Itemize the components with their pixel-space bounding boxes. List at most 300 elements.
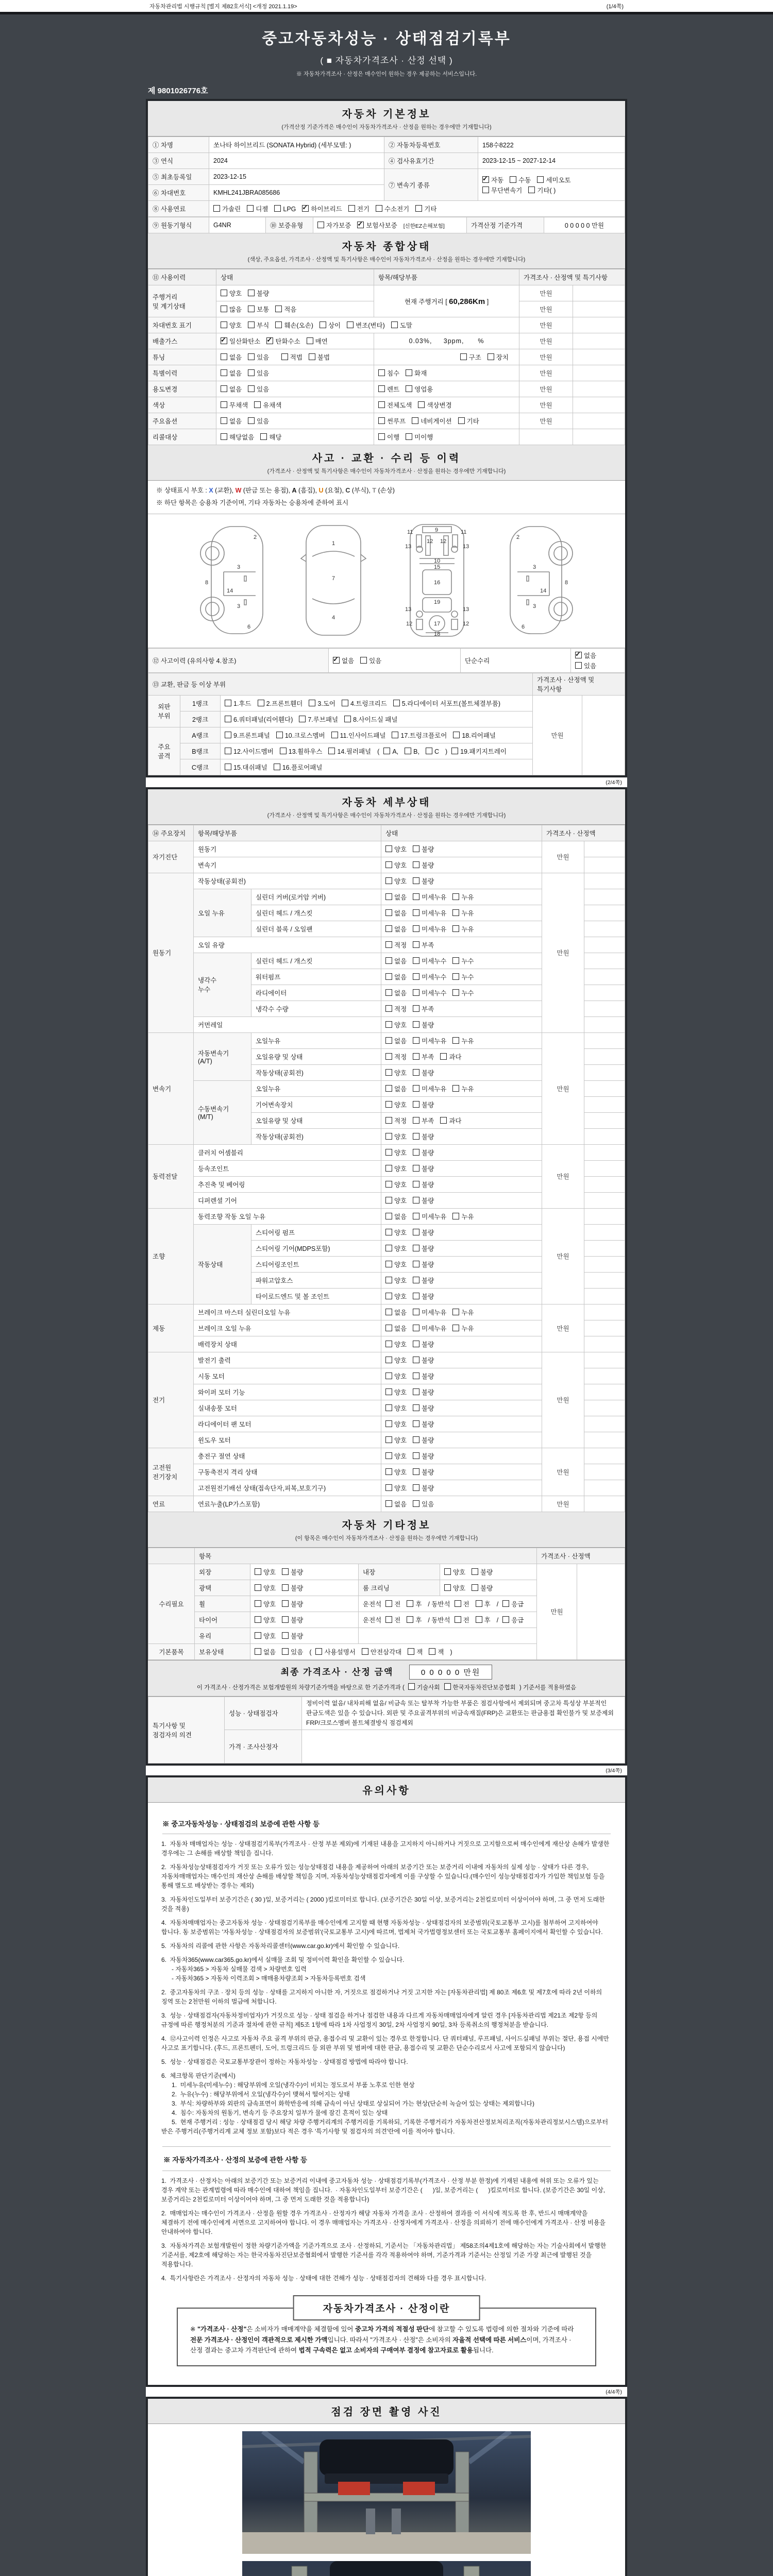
checkbox-icon[interactable] (378, 385, 385, 392)
checkbox-icon[interactable] (320, 321, 326, 328)
checkbox-icon[interactable] (385, 1085, 392, 1092)
checkbox-option[interactable] (225, 715, 293, 724)
checkbox-option[interactable] (413, 1148, 434, 1157)
checkbox-option[interactable] (255, 1647, 276, 1656)
checkbox-icon[interactable] (221, 433, 227, 440)
checkbox-icon[interactable] (213, 205, 220, 212)
checkbox-icon[interactable] (385, 941, 392, 948)
checkbox-icon[interactable] (413, 1021, 419, 1028)
checkbox-icon[interactable] (385, 957, 392, 964)
checkbox-option[interactable] (378, 416, 406, 426)
checkbox-option[interactable] (488, 352, 509, 362)
checkbox-icon[interactable] (360, 657, 367, 664)
checkbox-icon[interactable] (413, 989, 419, 996)
checkbox-icon[interactable] (413, 1372, 419, 1379)
checkbox-option[interactable] (412, 416, 451, 426)
checkbox-option[interactable] (413, 876, 434, 886)
checkbox-icon[interactable] (385, 1357, 392, 1363)
checkbox-option[interactable] (575, 651, 596, 660)
checkbox-option[interactable] (482, 175, 503, 184)
checkbox-icon[interactable] (378, 401, 385, 408)
checkbox-icon[interactable] (458, 417, 465, 424)
checkbox-option[interactable] (328, 747, 371, 756)
checkbox-icon[interactable] (385, 1468, 392, 1475)
checkbox-option[interactable] (255, 1631, 276, 1640)
checkbox-option[interactable] (385, 1599, 400, 1608)
checkbox-icon[interactable] (385, 1341, 392, 1347)
checkbox-icon[interactable] (255, 1600, 261, 1607)
checkbox-option[interactable] (385, 1132, 407, 1141)
checkbox-option[interactable] (413, 1132, 434, 1141)
checkbox-option[interactable] (413, 1228, 434, 1237)
checkbox-icon[interactable] (413, 1213, 419, 1219)
checkbox-option[interactable] (248, 368, 269, 378)
checkbox-option[interactable] (405, 748, 419, 755)
checkbox-option[interactable] (376, 204, 409, 213)
checkbox-option[interactable] (413, 1371, 434, 1381)
checkbox-option[interactable] (385, 1308, 407, 1317)
checkbox-option[interactable] (225, 699, 251, 708)
checkbox-icon[interactable] (225, 700, 231, 706)
checkbox-icon[interactable] (413, 1149, 419, 1156)
checkbox-icon[interactable] (254, 401, 261, 408)
checkbox-option[interactable] (248, 352, 269, 362)
checkbox-icon[interactable] (225, 716, 231, 722)
checkbox-option[interactable] (413, 1451, 434, 1461)
checkbox-icon[interactable] (255, 1616, 261, 1623)
checkbox-option[interactable] (413, 1036, 446, 1045)
checkbox-icon[interactable] (342, 700, 348, 706)
checkbox-option[interactable] (413, 892, 446, 902)
checkbox-option[interactable] (385, 1260, 407, 1269)
checkbox-option[interactable] (452, 1036, 474, 1045)
checkbox-icon[interactable] (413, 1357, 419, 1363)
checkbox-option[interactable] (360, 656, 381, 665)
checkbox-icon[interactable] (452, 1085, 459, 1092)
checkbox-icon[interactable] (385, 861, 392, 868)
checkbox-option[interactable] (385, 1164, 407, 1173)
checkbox-icon[interactable] (385, 893, 392, 900)
checkbox-icon[interactable] (385, 1245, 392, 1251)
checkbox-option[interactable] (225, 762, 267, 772)
checkbox-icon[interactable] (413, 845, 419, 852)
checkbox-icon[interactable] (276, 732, 283, 738)
checkbox-icon[interactable] (385, 845, 392, 852)
checkbox-icon[interactable] (221, 369, 227, 376)
checkbox-option[interactable] (260, 432, 281, 442)
checkbox-icon[interactable] (412, 417, 418, 424)
checkbox-icon[interactable] (385, 1420, 392, 1427)
checkbox-icon[interactable] (413, 1117, 419, 1124)
checkbox-option[interactable] (476, 1599, 491, 1608)
checkbox-option[interactable] (385, 1148, 407, 1157)
checkbox-option[interactable] (413, 1483, 434, 1493)
checkbox-option[interactable] (385, 908, 407, 918)
checkbox-icon[interactable] (280, 748, 287, 754)
checkbox-option[interactable] (413, 1276, 434, 1285)
checkbox-option[interactable] (385, 1324, 407, 1333)
checkbox-icon[interactable] (221, 353, 227, 360)
checkbox-option[interactable] (317, 221, 351, 230)
checkbox-option[interactable] (247, 204, 268, 213)
checkbox-icon[interactable] (248, 353, 255, 360)
checkbox-option[interactable] (406, 384, 433, 394)
checkbox-option[interactable] (378, 400, 412, 410)
checkbox-option[interactable] (385, 924, 407, 934)
checkbox-option[interactable] (413, 908, 446, 918)
checkbox-icon[interactable] (385, 909, 392, 916)
checked-checkbox-icon[interactable] (575, 652, 582, 658)
checkbox-option[interactable] (460, 352, 481, 362)
checkbox-option[interactable] (413, 1260, 434, 1269)
checkbox-option[interactable] (455, 1599, 469, 1608)
checkbox-option[interactable] (275, 320, 313, 330)
checkbox-option[interactable] (413, 924, 446, 934)
checkbox-option[interactable] (385, 1180, 407, 1189)
checkbox-icon[interactable] (282, 1568, 289, 1575)
checkbox-option[interactable] (458, 416, 479, 426)
checkbox-icon[interactable] (248, 417, 255, 424)
checked-checkbox-icon[interactable] (221, 337, 227, 344)
checkbox-icon[interactable] (385, 1069, 392, 1076)
checkbox-option[interactable] (408, 1683, 440, 1691)
checkbox-icon[interactable] (385, 925, 392, 932)
checkbox-icon[interactable] (281, 353, 288, 360)
checkbox-icon[interactable] (344, 716, 351, 722)
checkbox-option[interactable] (444, 1583, 465, 1592)
checkbox-icon[interactable] (282, 1632, 289, 1639)
checkbox-option[interactable] (385, 1451, 407, 1461)
checkbox-icon[interactable] (482, 187, 489, 193)
checkbox-icon[interactable] (413, 1133, 419, 1140)
checkbox-icon[interactable] (413, 1325, 419, 1331)
checkbox-icon[interactable] (385, 1293, 392, 1299)
checkbox-icon[interactable] (452, 989, 459, 996)
checkbox-icon[interactable] (376, 205, 382, 212)
checkbox-option[interactable] (333, 656, 354, 665)
checkbox-option[interactable] (413, 1499, 434, 1509)
checkbox-option[interactable] (385, 1052, 407, 1061)
checkbox-icon[interactable] (440, 1053, 447, 1060)
checkbox-option[interactable] (385, 1084, 407, 1093)
checkbox-option[interactable] (221, 289, 242, 298)
checkbox-icon[interactable] (444, 1584, 451, 1591)
checkbox-icon[interactable] (385, 1452, 392, 1459)
checkbox-option[interactable] (413, 1180, 434, 1189)
checkbox-option[interactable] (254, 400, 281, 410)
checkbox-icon[interactable] (413, 973, 419, 980)
checkbox-option[interactable] (282, 1647, 303, 1656)
checkbox-option[interactable] (408, 1647, 423, 1656)
checkbox-icon[interactable] (413, 1309, 419, 1315)
checkbox-option[interactable] (385, 1100, 407, 1109)
checkbox-icon[interactable] (282, 1648, 289, 1655)
checkbox-icon[interactable] (413, 1069, 419, 1076)
checkbox-option[interactable] (385, 1483, 407, 1493)
checkbox-option[interactable] (413, 1052, 434, 1061)
checkbox-icon[interactable] (317, 222, 324, 228)
checkbox-icon[interactable] (331, 732, 338, 738)
checkbox-option[interactable] (413, 1164, 434, 1173)
checkbox-icon[interactable] (385, 877, 392, 884)
checkbox-icon[interactable] (328, 748, 335, 754)
checkbox-option[interactable] (413, 1435, 434, 1445)
checkbox-icon[interactable] (385, 1213, 392, 1219)
checkbox-icon[interactable] (405, 748, 411, 754)
checkbox-option[interactable] (280, 747, 323, 756)
checkbox-icon[interactable] (385, 1005, 392, 1012)
checkbox-option[interactable] (385, 1387, 407, 1397)
checkbox-icon[interactable] (385, 1600, 392, 1607)
checkbox-icon[interactable] (460, 353, 467, 360)
checkbox-icon[interactable] (385, 1484, 392, 1491)
checkbox-icon[interactable] (413, 861, 419, 868)
checkbox-option[interactable] (413, 1419, 434, 1429)
checkbox-option[interactable] (362, 1647, 401, 1656)
checkbox-option[interactable] (225, 747, 274, 756)
checkbox-option[interactable] (344, 715, 397, 724)
checkbox-option[interactable] (221, 400, 248, 410)
checkbox-option[interactable] (429, 1647, 444, 1656)
checkbox-icon[interactable] (406, 433, 412, 440)
checkbox-icon[interactable] (453, 732, 460, 738)
checkbox-option[interactable] (385, 988, 407, 997)
checkbox-option[interactable] (406, 368, 427, 378)
checkbox-option[interactable] (510, 175, 531, 184)
checkbox-option[interactable] (413, 1212, 446, 1221)
checkbox-option[interactable] (452, 1212, 474, 1221)
checkbox-option[interactable] (248, 289, 269, 298)
checkbox-option[interactable] (440, 1052, 461, 1061)
checkbox-option[interactable] (248, 320, 269, 330)
checkbox-option[interactable] (309, 699, 335, 708)
checkbox-option[interactable] (255, 1567, 276, 1577)
checkbox-icon[interactable] (413, 1085, 419, 1092)
checkbox-icon[interactable] (406, 369, 412, 376)
checked-checkbox-icon[interactable] (266, 337, 273, 344)
checkbox-icon[interactable] (255, 1568, 261, 1575)
checkbox-icon[interactable] (385, 1388, 392, 1395)
checkbox-option[interactable] (221, 336, 260, 346)
checkbox-option[interactable] (413, 1308, 446, 1317)
checkbox-icon[interactable] (385, 1261, 392, 1267)
checkbox-icon[interactable] (472, 1584, 478, 1591)
checkbox-option[interactable] (221, 384, 242, 394)
checkbox-icon[interactable] (248, 321, 255, 328)
checkbox-icon[interactable] (221, 321, 227, 328)
checkbox-icon[interactable] (575, 662, 582, 669)
checkbox-icon[interactable] (275, 306, 282, 312)
checkbox-icon[interactable] (385, 1021, 392, 1028)
checkbox-icon[interactable] (413, 941, 419, 948)
checkbox-icon[interactable] (362, 1648, 368, 1655)
checkbox-option[interactable] (472, 1583, 493, 1592)
checkbox-icon[interactable] (413, 1341, 419, 1347)
checkbox-icon[interactable] (282, 1600, 289, 1607)
checkbox-option[interactable] (225, 731, 270, 740)
checkbox-icon[interactable] (413, 877, 419, 884)
checkbox-icon[interactable] (309, 700, 315, 706)
checkbox-icon[interactable] (255, 1584, 261, 1591)
checkbox-icon[interactable] (385, 1037, 392, 1044)
checkbox-option[interactable] (385, 1036, 407, 1045)
checkbox-icon[interactable] (413, 1468, 419, 1475)
checkbox-option[interactable] (452, 1308, 474, 1317)
checkbox-icon[interactable] (413, 1436, 419, 1443)
checkbox-option[interactable] (413, 1340, 434, 1349)
checkbox-icon[interactable] (413, 957, 419, 964)
checkbox-option[interactable] (385, 956, 407, 965)
checkbox-icon[interactable] (413, 1420, 419, 1427)
checkbox-icon[interactable] (452, 973, 459, 980)
checkbox-icon[interactable] (413, 1197, 419, 1204)
checkbox-icon[interactable] (385, 1133, 392, 1140)
checkbox-option[interactable] (392, 731, 447, 740)
checkbox-option[interactable] (426, 748, 439, 755)
checkbox-icon[interactable] (378, 417, 385, 424)
checkbox-option[interactable] (213, 204, 241, 213)
checkbox-icon[interactable] (378, 369, 385, 376)
checkbox-option[interactable] (221, 304, 242, 314)
checkbox-option[interactable] (378, 368, 399, 378)
checkbox-icon[interactable] (440, 1117, 447, 1124)
checkbox-option[interactable] (413, 1467, 434, 1477)
checkbox-option[interactable] (385, 1244, 407, 1253)
checkbox-option[interactable] (385, 1467, 407, 1477)
checkbox-icon[interactable] (385, 1277, 392, 1283)
checkbox-option[interactable] (413, 844, 434, 854)
checkbox-option[interactable] (266, 336, 300, 346)
checkbox-icon[interactable] (299, 716, 306, 722)
checkbox-option[interactable] (452, 956, 474, 965)
checkbox-icon[interactable] (455, 1616, 461, 1623)
checkbox-option[interactable] (315, 1647, 355, 1656)
checkbox-option[interactable] (282, 1583, 303, 1592)
checkbox-option[interactable] (413, 1116, 434, 1125)
checkbox-icon[interactable] (488, 353, 494, 360)
checkbox-icon[interactable] (413, 1165, 419, 1172)
checkbox-option[interactable] (309, 352, 330, 362)
checkbox-icon[interactable] (248, 306, 255, 312)
checkbox-option[interactable] (413, 1387, 434, 1397)
checkbox-option[interactable] (385, 1116, 407, 1125)
checkbox-option[interactable] (331, 731, 386, 740)
checkbox-icon[interactable] (221, 401, 227, 408)
checkbox-icon[interactable] (274, 764, 280, 770)
checkbox-option[interactable] (385, 1403, 407, 1413)
checkbox-option[interactable] (282, 1615, 303, 1624)
checkbox-icon[interactable] (413, 1229, 419, 1235)
checkbox-option[interactable] (413, 956, 446, 965)
checkbox-icon[interactable] (413, 909, 419, 916)
checkbox-option[interactable] (451, 747, 507, 756)
checkbox-option[interactable] (221, 416, 242, 426)
checkbox-option[interactable] (413, 1100, 434, 1109)
checkbox-option[interactable] (413, 1004, 434, 1013)
checkbox-option[interactable] (452, 1084, 474, 1093)
checkbox-icon[interactable] (393, 700, 400, 706)
checkbox-icon[interactable] (282, 1616, 289, 1623)
checkbox-icon[interactable] (452, 1325, 459, 1331)
checkbox-option[interactable] (255, 1599, 276, 1608)
checkbox-option[interactable] (385, 1212, 407, 1221)
checkbox-icon[interactable] (413, 1261, 419, 1267)
checkbox-option[interactable] (413, 1068, 434, 1077)
checkbox-option[interactable] (385, 1419, 407, 1429)
checkbox-icon[interactable] (385, 989, 392, 996)
checkbox-option[interactable] (255, 1615, 276, 1624)
checkbox-icon[interactable] (537, 176, 544, 183)
checkbox-icon[interactable] (413, 1245, 419, 1251)
checkbox-option[interactable] (276, 731, 325, 740)
checkbox-icon[interactable] (452, 893, 459, 900)
checkbox-icon[interactable] (385, 1229, 392, 1235)
checkbox-option[interactable] (385, 844, 407, 854)
checkbox-icon[interactable] (385, 1149, 392, 1156)
checkbox-icon[interactable] (452, 1213, 459, 1219)
checkbox-option[interactable] (528, 185, 556, 195)
checkbox-icon[interactable] (385, 1404, 392, 1411)
checkbox-option[interactable] (385, 1340, 407, 1349)
checkbox-icon[interactable] (426, 748, 432, 754)
checkbox-icon[interactable] (225, 732, 231, 738)
checkbox-icon[interactable] (413, 1053, 419, 1060)
checkbox-option[interactable] (385, 1068, 407, 1077)
checkbox-icon[interactable] (385, 1309, 392, 1315)
checkbox-icon[interactable] (476, 1600, 482, 1607)
checkbox-icon[interactable] (248, 385, 255, 392)
checkbox-icon[interactable] (348, 205, 355, 212)
checkbox-icon[interactable] (452, 957, 459, 964)
checkbox-icon[interactable] (255, 1632, 261, 1639)
checkbox-option[interactable] (452, 908, 474, 918)
checkbox-option[interactable] (385, 1355, 407, 1365)
checkbox-option[interactable] (385, 1276, 407, 1285)
checkbox-option[interactable] (452, 924, 474, 934)
checkbox-option[interactable] (452, 988, 474, 997)
checkbox-option[interactable] (407, 1599, 422, 1608)
checkbox-option[interactable] (418, 400, 451, 410)
checkbox-option[interactable] (413, 860, 434, 870)
checkbox-icon[interactable] (385, 1197, 392, 1204)
checkbox-icon[interactable] (451, 748, 458, 754)
checkbox-option[interactable] (348, 204, 369, 213)
checkbox-icon[interactable] (452, 909, 459, 916)
checkbox-option[interactable] (282, 1567, 303, 1577)
checkbox-icon[interactable] (444, 1568, 451, 1575)
checkbox-option[interactable] (221, 352, 242, 362)
checkbox-option[interactable] (299, 715, 338, 724)
checkbox-option[interactable] (413, 988, 446, 997)
checkbox-option[interactable] (248, 416, 269, 426)
checkbox-icon[interactable] (413, 1181, 419, 1188)
checkbox-option[interactable] (415, 204, 436, 213)
checkbox-option[interactable] (537, 175, 570, 184)
checkbox-option[interactable] (275, 304, 296, 314)
checkbox-icon[interactable] (225, 748, 231, 754)
checkbox-icon[interactable] (413, 893, 419, 900)
checkbox-icon[interactable] (413, 1293, 419, 1299)
checkbox-icon[interactable] (429, 1648, 435, 1655)
checkbox-icon[interactable] (408, 1648, 414, 1655)
checkbox-option[interactable] (221, 320, 242, 330)
checkbox-icon[interactable] (528, 187, 535, 193)
checkbox-option[interactable] (385, 876, 407, 886)
checkbox-icon[interactable] (255, 1648, 261, 1655)
checkbox-icon[interactable] (413, 1277, 419, 1283)
checkbox-icon[interactable] (282, 1584, 289, 1591)
checkbox-icon[interactable] (385, 1117, 392, 1124)
